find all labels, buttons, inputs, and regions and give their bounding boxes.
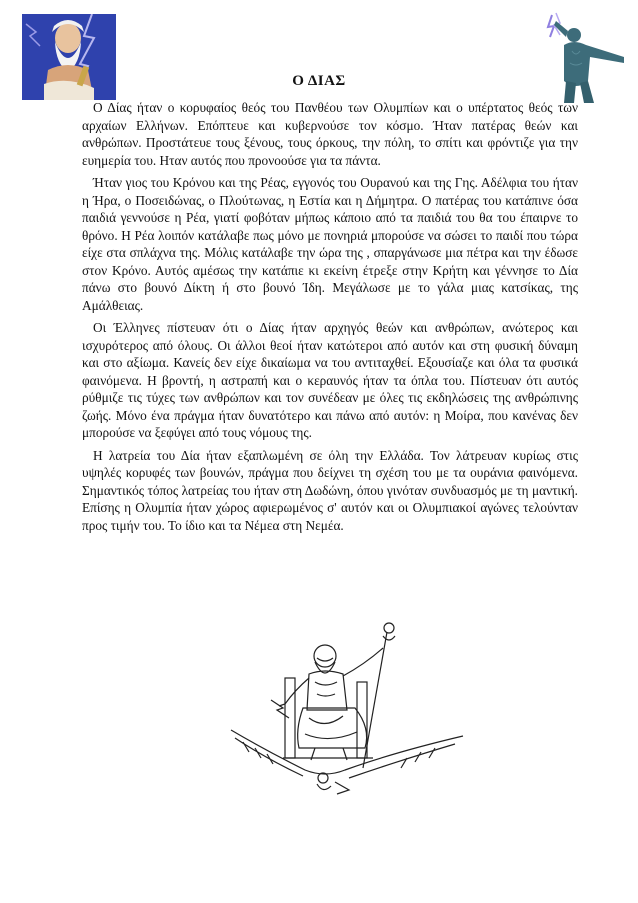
paragraph: Η λατρεία του Δία ήταν εξαπλωμένη σε όλη την Ελλάδα. Τον λάτρευαν κυρίως στις υψηλές κορυφές των βουνών, πράγμα που δείχνει τη σχέση του με τα ουράνια φαινόμενα. Σημαντικός τόπος λατρείας του ήταν στη Δωδώνη, όπου γινόταν συνδυασμός με τη μαντική. Επίσης η Ολυμπία ήταν χώρος αφιερωμένος σ' αυτόν και οι Ολυμπιακοί αγώνες τελούνταν προς τιμήν του. Το ίδιο και τα Νέμεα στη Νεμέα. (82, 447, 578, 533)
zeus-throne-engraving (225, 618, 470, 798)
paragraph: Οι Έλληνες πίστευαν ότι ο Δίας ήταν αρχηγός θεών και ανθρώπων, ανώτερος και ισχυρότερος από όλους. Οι άλλοι θεοί ήταν κατώτεροι από αυτόν και στη φυσική δύναμη και στο αξίωμα. Κανείς δεν είχε δικαίωμα να του αντιταχθεί. Εξουσίαζε και όλα τα φυσικά φαινόμενα. Η βροντή, η αστραπή και ο κεραυνός ήταν τα όπλα του. Πίστευαν ότι αυτός ρύθμιζε τις τύχες των ανθρώπων και τον συνέδεαν με όλες τις εκδηλώσεις της ανθρώπινης ζωής. Μόνο ένα πράγμα ήταν δυνατότερο και πάνω από αυτόν: η Μοίρα, που κανένας δεν μπορούσε να ξεφύγει από τους νόμους της. (82, 320, 578, 440)
page-title: Ο ΔΙΑΣ (292, 73, 346, 89)
article-body (82, 99, 578, 539)
paragraph: Ο Δίας ήταν ο κορυφαίος θεός του Πανθέου των Ολυμπίων και ο υπέρτατος θεός των αρχαίων Ελλήνων. Επόπτευε και κυβερνούσε τον κόσμο. Ήταν πατέρας θεών και ανθρώπων. Προστάτευε τους ξένους, τους όρκους, την πόλη, το σπίτι και φρόντιζε για την ευημερία του. Ηταν αυτός που προνοούσε για τα πάντα. (82, 100, 578, 168)
paragraph: Ήταν γιος του Κρόνου και της Ρέας, εγγονός του Ουρανού και της Γης. Αδέλφια του ήταν η Ήρα, ο Ποσειδώνας, ο Πλούτωνας, η Εστία και η Δήμητρα. Ο πατέρας του κατάπινε όσα παιδιά γεννούσε η Ρέα, γιατί φοβόταν μήπως κάποιο από τα παιδιά του θα του έπαιρνε το θρόνο. Η Ρέα λοιπόν κατάλαβε πως μόνο με πονηριά μπορούσε να σώσει το παιδί που τώρα είχε στα σπλάχνα της. Μόλις κατάλαβε την ώρα της , σπαργάνωσε μια πέτρα και την έδωσε στον Κρόνο. Αυτός αμέσως την κατάπιε κι εκείνη έτρεξε στην Κρήτη και γέννησε το Δία πάνω στο βουνό Δίκτη ή στο βουνό Ίδη. Μεγάλωσε με το γάλα μιας κατσίκας, της Αμάλθειας. (82, 175, 578, 313)
